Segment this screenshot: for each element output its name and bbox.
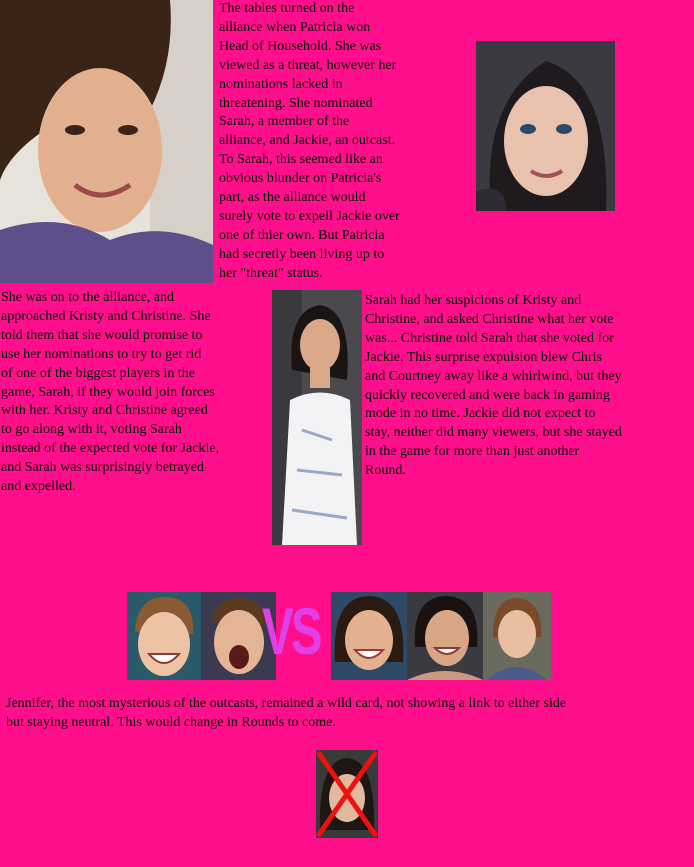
- sarah-photo: [476, 41, 615, 211]
- story-paragraph-3: Sarah had her suspicions of Kristy and Christine, and asked Christine what her vote was... Christine told Sarah that she voted for Jackie. This surprise expulsion blew Chris and Courtney away like a whirlwind, but they quickly recovered and were back in gaming mode in no time. Jackie did not expect to stay, neither did many viewers, but she stayed in the game for more than just another Round.: [365, 293, 622, 479]
- story-paragraph-1: The tables turned on the alliance when Patricia won Head of Household. She was viewed as a threat, however her nominations lacked in threatening. She nominated Sarah, a member of the alliance, and Jackie, an outcast. To Sarah, this seemed like an obvious blunder on Patricia's part, as the alliance would surely vote to expell Jackie over one of thier own. But Patricia had secretly been living up to her "threat" status.: [219, 1, 400, 281]
- christine-photo: [407, 592, 483, 680]
- story-paragraph-2: She was on to the alliance, and approached Kristy and Christine. She told them that she would promise to use her nominations to try to get rid of one of the biggest players in the game, Sarah, if they would join forces with her. Kristy and Christine agreed to go along with it, voting Sarah instead of the expected vote for Jackie, and Sarah was surprisingly betrayed and expelled.: [1, 290, 220, 495]
- jackie-photo: [272, 290, 362, 545]
- chris-photo: [127, 592, 201, 680]
- sarah-expelled-photo: [316, 750, 378, 838]
- patricia-photo: [0, 0, 213, 283]
- vs-label: VS: [262, 594, 320, 668]
- story-paragraph-4: Jennifer, the most mysterious of the outcasts, remained a wild card, not showing a link to either side but staying neutral. This would change in Rounds to come.: [6, 696, 567, 730]
- patricia-small-photo: [483, 592, 551, 680]
- kristy-photo: [331, 592, 407, 680]
